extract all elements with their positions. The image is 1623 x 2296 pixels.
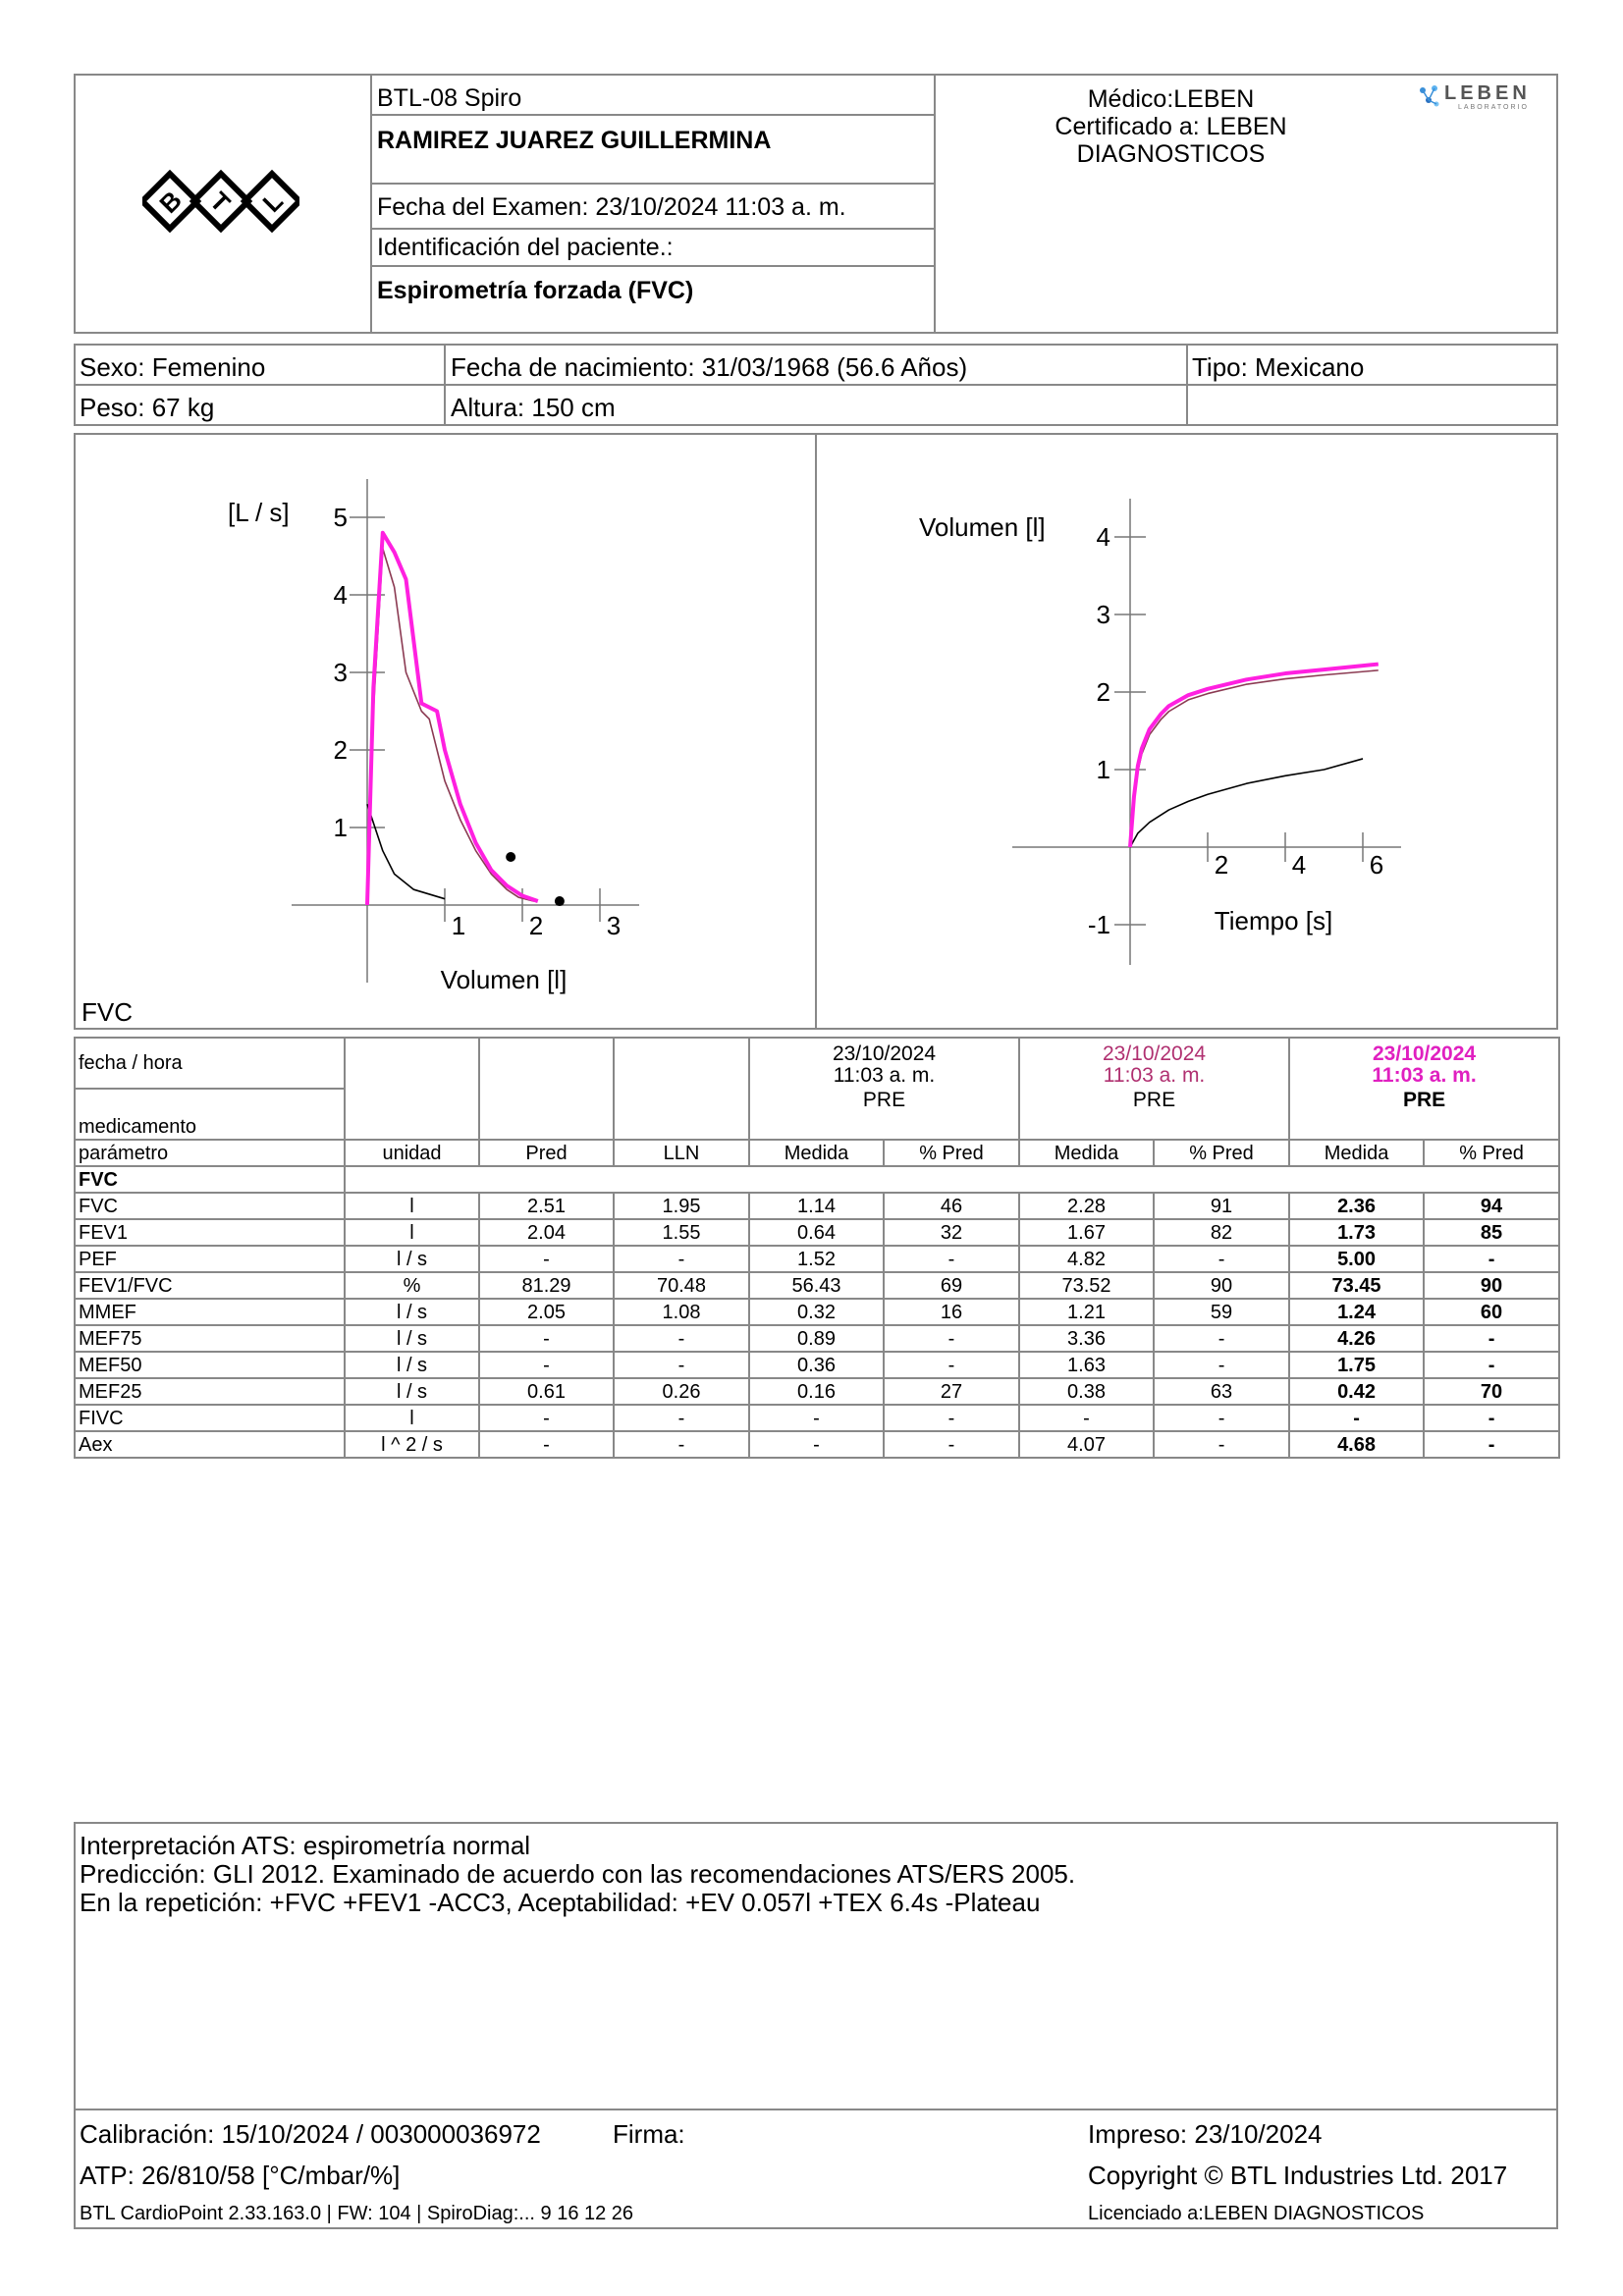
flow-volume-chart xyxy=(76,435,814,1028)
table-cell: 81.29 xyxy=(479,1272,614,1299)
session-2-header xyxy=(1019,1038,1289,1140)
svg-text:T: T xyxy=(204,186,237,218)
table-cell: l / s xyxy=(345,1299,479,1325)
session-1-time: 11:03 a. m. xyxy=(833,1064,936,1087)
table-cell: 0.26 xyxy=(614,1378,749,1405)
patient-id-label: Identificación del paciente.: xyxy=(377,234,674,261)
table-row xyxy=(75,1272,1559,1299)
table-cell: - xyxy=(479,1246,614,1272)
patient-height: Altura: 150 cm xyxy=(451,393,616,422)
parameter-name: Aex xyxy=(75,1431,345,1458)
certified-to-line2: DIAGNOSTICOS xyxy=(1076,140,1266,168)
table-cell: 16 xyxy=(884,1299,1019,1325)
parameter-name: FVC xyxy=(75,1193,345,1219)
table-cell: 1.67 xyxy=(1019,1219,1154,1246)
y-tick-label: 2 xyxy=(1096,677,1110,707)
patient-type: Tipo: Mexicano xyxy=(1192,352,1365,382)
table-cell: 0.32 xyxy=(749,1299,884,1325)
table-cell: - xyxy=(1019,1405,1154,1431)
table-cell: 2.05 xyxy=(479,1299,614,1325)
table-cell: 0.36 xyxy=(749,1352,884,1378)
parameter-name: MEF25 xyxy=(75,1378,345,1405)
table-cell: - xyxy=(884,1405,1019,1431)
atp-info: ATP: 26/810/58 [°C/mbar/%] xyxy=(80,2161,401,2190)
calibration-info: Calibración: 15/10/2024 / 003000036972 xyxy=(80,2119,541,2149)
y-tick-label: 4 xyxy=(333,580,348,610)
table-cell: 46 xyxy=(884,1193,1019,1219)
x-tick-label: 1 xyxy=(451,911,466,940)
table-cell: l ^ 2 / s xyxy=(345,1431,479,1458)
table-cell: 5.00 xyxy=(1289,1246,1424,1272)
table-row xyxy=(75,1219,1559,1246)
volume-time-chart xyxy=(817,435,1556,1028)
table-cell: 27 xyxy=(884,1378,1019,1405)
parameter-name: FEV1/FVC xyxy=(75,1272,345,1299)
license-info: Licenciado a:LEBEN DIAGNOSTICOS xyxy=(1088,2203,1425,2224)
parameter-name: FEV1 xyxy=(75,1219,345,1246)
table-cell: - xyxy=(1424,1352,1559,1378)
table-cell: 2.28 xyxy=(1019,1193,1154,1219)
column-header: Pred xyxy=(479,1140,614,1166)
btl-logo xyxy=(142,162,299,240)
table-cell: 70.48 xyxy=(614,1272,749,1299)
session-2-med: PRE xyxy=(1132,1089,1176,1111)
patient-weight: Peso: 67 kg xyxy=(80,393,215,422)
y-tick-label: -1 xyxy=(1087,910,1110,939)
table-cell: - xyxy=(884,1246,1019,1272)
column-header: Medida xyxy=(1019,1140,1154,1166)
parameter-name: FIVC xyxy=(75,1405,345,1431)
parameter-name: MEF50 xyxy=(75,1352,345,1378)
fv-x-axis-label: Volumen [l] xyxy=(440,965,568,994)
table-cell: - xyxy=(884,1431,1019,1458)
table-cell: 0.16 xyxy=(749,1378,884,1405)
y-tick-label: 1 xyxy=(333,813,348,842)
session-2-date: 23/10/2024 xyxy=(1102,1042,1207,1065)
table-cell: - xyxy=(1424,1325,1559,1352)
session-1-header xyxy=(749,1038,1019,1140)
y-tick-label: 2 xyxy=(333,735,348,765)
patient-name: RAMIREZ JUAREZ GUILLERMINA xyxy=(377,127,772,154)
parameter-name: MEF75 xyxy=(75,1325,345,1352)
table-cell: - xyxy=(1424,1405,1559,1431)
table-cell: - xyxy=(1289,1405,1424,1431)
table-cell: 1.14 xyxy=(749,1193,884,1219)
exam-date: Fecha del Examen: 23/10/2024 11:03 a. m. xyxy=(377,193,846,221)
table-cell: 4.68 xyxy=(1289,1431,1424,1458)
table-cell: - xyxy=(884,1352,1019,1378)
medicamento-label: medicamento xyxy=(75,1089,345,1140)
copyright: Copyright © BTL Industries Ltd. 2017 xyxy=(1088,2161,1508,2190)
series-line-3 xyxy=(1130,665,1379,847)
marker-point xyxy=(555,896,565,906)
session-3-med: PRE xyxy=(1402,1089,1446,1111)
column-header: % Pred xyxy=(884,1140,1019,1166)
table-cell: 0.64 xyxy=(749,1219,884,1246)
table-cell: - xyxy=(1424,1431,1559,1458)
table-cell: 1.21 xyxy=(1019,1299,1154,1325)
table-cell: l xyxy=(345,1219,479,1246)
table-cell: 1.95 xyxy=(614,1193,749,1219)
table-cell: 1.75 xyxy=(1289,1352,1424,1378)
table-cell: 2.04 xyxy=(479,1219,614,1246)
session-3-header xyxy=(1289,1038,1559,1140)
table-cell: 4.82 xyxy=(1019,1246,1154,1272)
table-cell: 0.42 xyxy=(1289,1378,1424,1405)
table-cell: 0.89 xyxy=(749,1325,884,1352)
certified-to-line1: Certificado a: LEBEN xyxy=(1055,113,1287,140)
doctor-name: Médico:LEBEN xyxy=(1087,85,1255,113)
table-cell: - xyxy=(479,1405,614,1431)
table-cell: - xyxy=(749,1431,884,1458)
table-cell: 32 xyxy=(884,1219,1019,1246)
table-cell: - xyxy=(479,1325,614,1352)
series-line-2 xyxy=(367,549,534,905)
table-cell: - xyxy=(614,1325,749,1352)
table-cell: - xyxy=(1154,1246,1289,1272)
fv-y-axis-label: [L / s] xyxy=(228,498,290,527)
table-cell: 73.52 xyxy=(1019,1272,1154,1299)
table-cell: - xyxy=(614,1431,749,1458)
table-row xyxy=(75,1405,1559,1431)
interpretation-line-2: Predicción: GLI 2012. Examinado de acuerdo con las recomendaciones ATS/ERS 2005. xyxy=(80,1859,1076,1889)
session-3-time: 11:03 a. m. xyxy=(1372,1064,1477,1087)
table-cell: - xyxy=(884,1325,1019,1352)
column-header: Medida xyxy=(749,1140,884,1166)
patient-sex: Sexo: Femenino xyxy=(80,352,266,382)
table-cell: 4.07 xyxy=(1019,1431,1154,1458)
fvc-panel-label: FVC xyxy=(81,997,133,1027)
table-row xyxy=(75,1299,1559,1325)
software-info: BTL CardioPoint 2.33.163.0 | FW: 104 | SpiroDiag:... 9 16 12 26 xyxy=(80,2203,634,2224)
table-cell: 1.52 xyxy=(749,1246,884,1272)
table-cell: 4.26 xyxy=(1289,1325,1424,1352)
table-cell: 73.45 xyxy=(1289,1272,1424,1299)
table-cell: - xyxy=(614,1246,749,1272)
table-cell: - xyxy=(479,1352,614,1378)
svg-text:B: B xyxy=(153,185,188,219)
table-cell: l / s xyxy=(345,1325,479,1352)
table-cell: 90 xyxy=(1154,1272,1289,1299)
column-header: parámetro xyxy=(75,1140,345,1166)
leben-logo-sub: LABORATORIO xyxy=(1458,104,1529,111)
session-3-date: 23/10/2024 xyxy=(1372,1042,1477,1065)
table-cell: - xyxy=(1154,1352,1289,1378)
printed-date: Impreso: 23/10/2024 xyxy=(1088,2119,1323,2149)
y-tick-label: 4 xyxy=(1096,522,1110,552)
y-tick-label: 3 xyxy=(333,658,348,687)
svg-text:L: L xyxy=(256,186,289,218)
table-row xyxy=(75,1352,1559,1378)
x-tick-label: 4 xyxy=(1291,850,1307,880)
table-cell: l xyxy=(345,1405,479,1431)
column-header: % Pred xyxy=(1154,1140,1289,1166)
table-cell: 2.36 xyxy=(1289,1193,1424,1219)
leben-logo-text: LEBEN xyxy=(1444,82,1531,104)
column-header-row xyxy=(75,1140,1559,1166)
session-1-date: 23/10/2024 xyxy=(832,1042,937,1065)
table-cell: 1.73 xyxy=(1289,1219,1424,1246)
table-cell: 63 xyxy=(1154,1378,1289,1405)
table-cell: 0.61 xyxy=(479,1378,614,1405)
table-row xyxy=(75,1325,1559,1352)
table-cell: l / s xyxy=(345,1352,479,1378)
series-line-2 xyxy=(1130,670,1379,847)
table-cell: - xyxy=(1154,1325,1289,1352)
table-cell: 1.08 xyxy=(614,1299,749,1325)
column-header: % Pred xyxy=(1424,1140,1559,1166)
signature-label: Firma: xyxy=(613,2119,685,2149)
session-1-med: PRE xyxy=(862,1089,906,1111)
y-tick-label: 1 xyxy=(1096,755,1110,784)
table-cell: 59 xyxy=(1154,1299,1289,1325)
y-tick-label: 5 xyxy=(333,503,348,532)
vt-y-axis-label: Volumen [l] xyxy=(919,512,1046,542)
table-cell: 85 xyxy=(1424,1219,1559,1246)
parameter-name: MMEF xyxy=(75,1299,345,1325)
table-cell: l xyxy=(345,1193,479,1219)
column-header: unidad xyxy=(345,1140,479,1166)
y-tick-label: 3 xyxy=(1096,600,1110,629)
table-cell: l / s xyxy=(345,1246,479,1272)
table-cell: - xyxy=(614,1352,749,1378)
table-cell: 91 xyxy=(1154,1193,1289,1219)
table-cell: - xyxy=(479,1431,614,1458)
table-cell: l / s xyxy=(345,1378,479,1405)
leben-logo xyxy=(1415,80,1551,116)
table-cell: 1.63 xyxy=(1019,1352,1154,1378)
x-tick-label: 2 xyxy=(528,911,544,940)
series-line-3 xyxy=(367,533,538,905)
column-header: LLN xyxy=(614,1140,749,1166)
results-table xyxy=(74,1037,1560,1459)
leben-molecule-icon xyxy=(1417,82,1442,112)
session-2-time: 11:03 a. m. xyxy=(1103,1064,1206,1087)
table-cell: 1.24 xyxy=(1289,1299,1424,1325)
table-cell: 0.38 xyxy=(1019,1378,1154,1405)
table-row xyxy=(75,1431,1559,1458)
column-header: Medida xyxy=(1289,1140,1424,1166)
table-cell: - xyxy=(1154,1431,1289,1458)
fecha-hora-label: fecha / hora xyxy=(75,1038,345,1089)
table-cell: 60 xyxy=(1424,1299,1559,1325)
table-cell: - xyxy=(614,1405,749,1431)
table-cell: 90 xyxy=(1424,1272,1559,1299)
x-tick-label: 3 xyxy=(606,911,622,940)
table-cell: 3.36 xyxy=(1019,1325,1154,1352)
x-tick-label: 2 xyxy=(1214,850,1229,880)
x-tick-label: 6 xyxy=(1369,850,1384,880)
table-cell: 69 xyxy=(884,1272,1019,1299)
test-name: Espirometría forzada (FVC) xyxy=(377,277,694,304)
device-name: BTL-08 Spiro xyxy=(377,84,522,112)
table-cell: 70 xyxy=(1424,1378,1559,1405)
table-cell: 82 xyxy=(1154,1219,1289,1246)
vt-x-axis-label: Tiempo [s] xyxy=(1214,906,1333,935)
interpretation-line-1: Interpretación ATS: espirometría normal xyxy=(80,1831,531,1860)
marker-point xyxy=(506,852,515,862)
table-cell: 2.51 xyxy=(479,1193,614,1219)
table-cell: % xyxy=(345,1272,479,1299)
series-line-1 xyxy=(367,804,445,898)
table-cell: 56.43 xyxy=(749,1272,884,1299)
table-cell: - xyxy=(1154,1405,1289,1431)
table-cell: - xyxy=(1424,1246,1559,1272)
table-row xyxy=(75,1193,1559,1219)
section-fvc: FVC xyxy=(75,1166,345,1193)
table-cell: 1.55 xyxy=(614,1219,749,1246)
series-line-1 xyxy=(1130,759,1363,847)
table-cell: 94 xyxy=(1424,1193,1559,1219)
patient-dob: Fecha de nacimiento: 31/03/1968 (56.6 Años) xyxy=(451,352,968,382)
parameter-name: PEF xyxy=(75,1246,345,1272)
interpretation-line-3: En la repetición: +FVC +FEV1 -ACC3, Aceptabilidad: +EV 0.057l +TEX 6.4s -Plateau xyxy=(80,1888,1041,1917)
table-row xyxy=(75,1378,1559,1405)
table-row xyxy=(75,1246,1559,1272)
table-cell: - xyxy=(749,1405,884,1431)
